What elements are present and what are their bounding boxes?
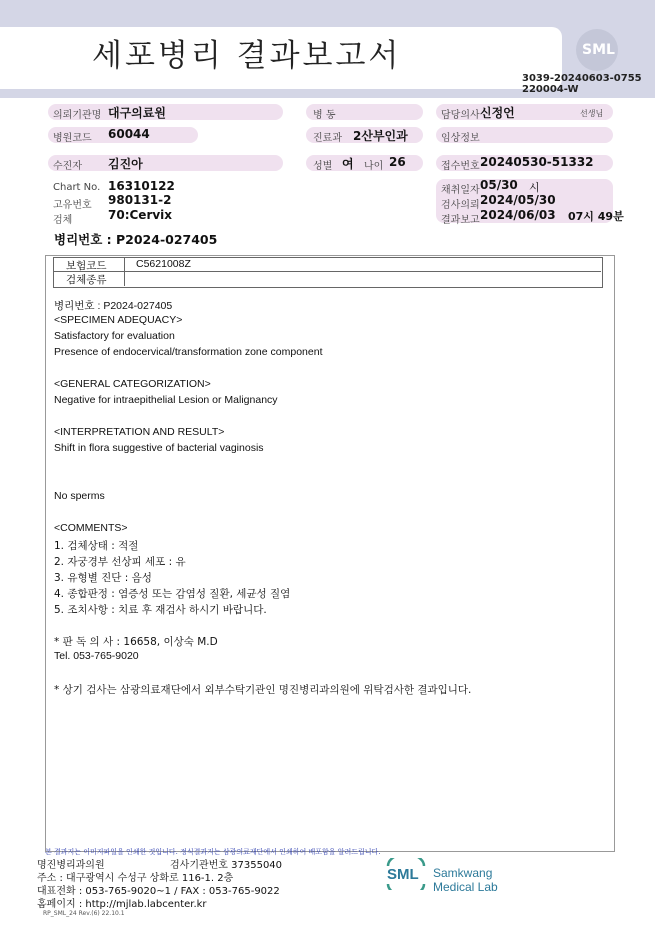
- footer-agency-no: 검사기관번호 37355040: [170, 860, 283, 871]
- tel-line: Tel. 053-765-9020: [54, 650, 139, 662]
- report-label: 결과보고: [441, 215, 480, 226]
- age-label: 나이: [364, 161, 384, 172]
- hospital-code-value: 60044: [108, 127, 150, 141]
- footer-logo-name-1: Samkwang: [433, 866, 493, 880]
- doctor-value: 신정언: [480, 106, 515, 120]
- general-line-1: Negative for intraepithelial Lesion or Malignancy: [54, 394, 278, 406]
- comment-3: 3. 유형별 진단 : 음성: [54, 572, 152, 584]
- patient-label: 수진자: [53, 161, 82, 172]
- institution-label: 의뢰기관명: [53, 110, 102, 121]
- footer-logo-name-2: Medical Lab: [433, 880, 498, 894]
- comments-heading: <COMMENTS>: [54, 522, 128, 534]
- patient-value: 김진아: [108, 157, 143, 171]
- footer-logo-sml: SML: [387, 866, 419, 883]
- collection-suffix: 시: [529, 181, 540, 194]
- footer-homepage: 홈페이지 : http://mjlab.labcenter.kr: [37, 899, 207, 910]
- pathology-number-header: 병리번호 : P2024-027405: [54, 232, 218, 247]
- report-time: 07시 49분: [568, 210, 624, 223]
- clinical-info-label: 임상정보: [441, 133, 480, 144]
- sex-label: 성별: [313, 161, 333, 172]
- unique-label: 고유번호: [53, 200, 92, 211]
- patient-pill: [48, 155, 283, 171]
- comment-4: 4. 종합판정 : 염증성 또는 감염성 질환, 세균성 질염: [54, 588, 291, 600]
- doctor-suffix: 선생님: [580, 109, 604, 118]
- reader-line: * 판 독 의 사 : 16658, 이상숙 M.D: [54, 636, 218, 648]
- footer-phone: 대표전화 : 053-765-9020~1 / FAX : 053-765-9022: [37, 886, 280, 897]
- doc-number-line1: 3039-20240603-0755: [522, 73, 642, 84]
- specimen-value: 70:Cervix: [108, 208, 173, 222]
- report-date: 2024/06/03: [480, 208, 556, 222]
- institution-value: 대구의료원: [108, 106, 166, 120]
- ward-label: 병 동: [313, 110, 336, 121]
- request-label: 검사의뢰: [441, 200, 480, 211]
- adequacy-line-1: Satisfactory for evaluation: [54, 330, 175, 342]
- department-label: 진료과: [313, 133, 342, 144]
- sml-logo-text: SML: [582, 42, 615, 58]
- receipt-value: 20240530-51332: [480, 155, 594, 169]
- interpretation-heading: <INTERPRETATION AND RESULT>: [54, 426, 225, 438]
- doc-number-line2: 220004-W: [522, 84, 579, 95]
- specimen-type-label: 검체종류: [66, 274, 107, 286]
- collection-label: 채취일자: [441, 185, 480, 196]
- receipt-label: 접수번호: [441, 161, 480, 172]
- consignment-note: * 상기 검사는 삼광의료재단에서 외부수탁기관인 명진병리과의원에 위탁검사한 결과입니다.: [54, 684, 472, 696]
- comment-1: 1. 검체상태 : 적절: [54, 540, 139, 552]
- request-value: 2024/05/30: [480, 193, 556, 207]
- insurance-code-value: C5621008Z: [136, 258, 191, 270]
- chart-value: 16310122: [108, 179, 175, 193]
- footer-form-code: RP_SML_24 Rev.(6) 22.10.1: [43, 910, 125, 917]
- hospital-code-label: 병원코드: [53, 133, 92, 144]
- adequacy-heading: <SPECIMEN ADEQUACY>: [54, 314, 183, 326]
- insurance-row-divider: [53, 271, 601, 272]
- specimen-label: 검체: [53, 215, 73, 226]
- collection-value: 05/30: [480, 178, 518, 192]
- adequacy-line-2: Presence of endocervical/transformation zone component: [54, 346, 323, 358]
- interpretation-line-1: Shift in flora suggestive of bacterial vaginosis: [54, 442, 264, 454]
- insurance-col-divider: [124, 257, 125, 286]
- comment-2: 2. 자궁경부 선상피 세포 : 유: [54, 556, 186, 568]
- sex-value: 여: [342, 157, 354, 171]
- body-pathology-no: 병리번호 : P2024-027405: [54, 300, 173, 312]
- chart-label: Chart No.: [53, 182, 101, 193]
- report-title: 세포병리 결과보고서: [92, 38, 402, 74]
- unique-value: 980131-2: [108, 193, 172, 207]
- general-heading: <GENERAL CATEGORIZATION>: [54, 378, 211, 390]
- comment-5: 5. 조치사항 : 치료 후 재검사 하시기 바랍니다.: [54, 604, 267, 616]
- age-value: 26: [389, 155, 406, 169]
- footer-clinic: 명진병리과의원: [37, 860, 105, 871]
- department-value: 2산부인과: [353, 129, 408, 143]
- no-sperms: No sperms: [54, 490, 105, 502]
- footer-notice: 본 결과지는 이미지파일을 인쇄한 것입니다. 정식결과지는 삼광의료재단에서 인쇄하여 배포함을 알려드립니다.: [45, 848, 381, 856]
- doctor-label: 담당의사: [441, 110, 480, 121]
- footer-address: 주소 : 대구광역시 수성구 상화로 116-1. 2층: [37, 873, 234, 884]
- insurance-code-label: 보험코드: [66, 260, 107, 272]
